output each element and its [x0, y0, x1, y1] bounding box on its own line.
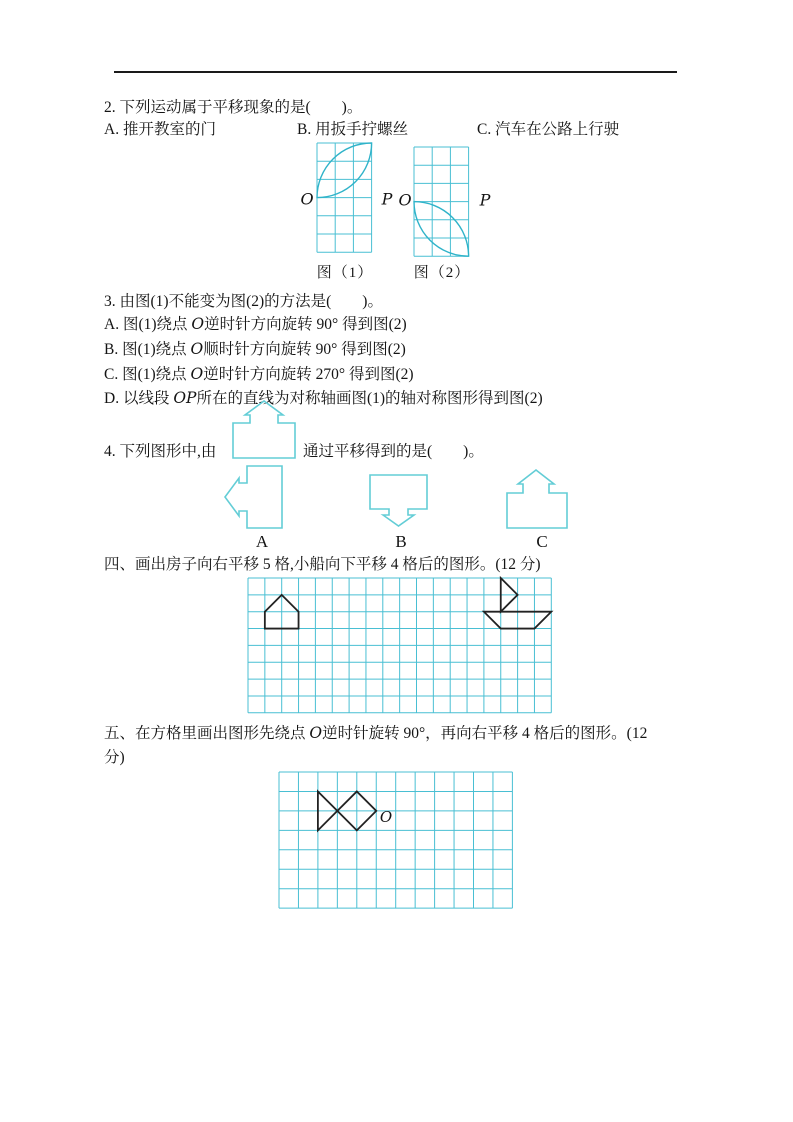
figure-2-grid: [411, 144, 472, 259]
question-3-option-d: D. 以线段 OP所在的直线为对称轴画图(1)的轴对称图形得到图(2): [104, 389, 543, 407]
figure-2-point-o-label: O: [398, 190, 412, 210]
question-4-label-b: B: [395, 532, 407, 551]
question-3-option-b: B. 图(1)绕点 O顺时针方向旋转 90° 得到图(2): [104, 340, 406, 358]
figure-1-caption: 图（1）: [316, 265, 374, 281]
question-4-label-c: C: [536, 532, 548, 551]
figure-1-grid: [314, 140, 375, 255]
question-3-option-a: A. 图(1)绕点 O逆时针方向旋转 90° 得到图(2): [104, 315, 407, 333]
question-2-text: 2. 下列运动属于平移现象的是( )。: [104, 99, 363, 116]
question-four-text: 四、画出房子向右平移 5 格,小船向下平移 4 格后的图形。(12 分): [104, 556, 541, 573]
question-five-grid: [276, 769, 515, 911]
question-five-text-line2: 分): [104, 749, 125, 766]
question-4-label-a: A: [255, 532, 269, 551]
figure-1-point-o-label: O: [300, 189, 314, 209]
top-divider: [114, 71, 677, 73]
question-3-text: 3. 由图(1)不能变为图(2)的方法是( )。: [104, 293, 383, 310]
question-2-option-c: C. 汽车在公路上行驶: [477, 121, 620, 138]
question-2-option-a: A. 推开教室的门: [104, 121, 216, 138]
question-2-option-b: B. 用扳手拧螺丝: [297, 121, 409, 138]
figure-2-caption: 图（2）: [413, 265, 471, 281]
question-4-reference-shape: [231, 399, 297, 460]
figure-2-point-p-label: P: [479, 190, 491, 210]
question-4-shape-c: [505, 468, 569, 530]
question-4-shape-a: [223, 464, 284, 530]
question-five-text-line1: 五、在方格里画出图形先绕点 O逆时针旋转 90°，再向右平移 4 格后的图形。(12: [104, 724, 648, 742]
question-five-point-o-label: O: [379, 808, 393, 826]
question-4-shape-b: [368, 473, 429, 528]
question-3-option-c: C. 图(1)绕点 O逆时针方向旋转 270° 得到图(2): [104, 365, 414, 383]
question-4-text-pre: 4. 下列图形中,由: [104, 443, 217, 460]
question-four-grid: [245, 575, 554, 716]
question-4-text-post: 通过平移得到的是( )。: [303, 443, 484, 460]
figure-1-point-p-label: P: [381, 189, 393, 209]
